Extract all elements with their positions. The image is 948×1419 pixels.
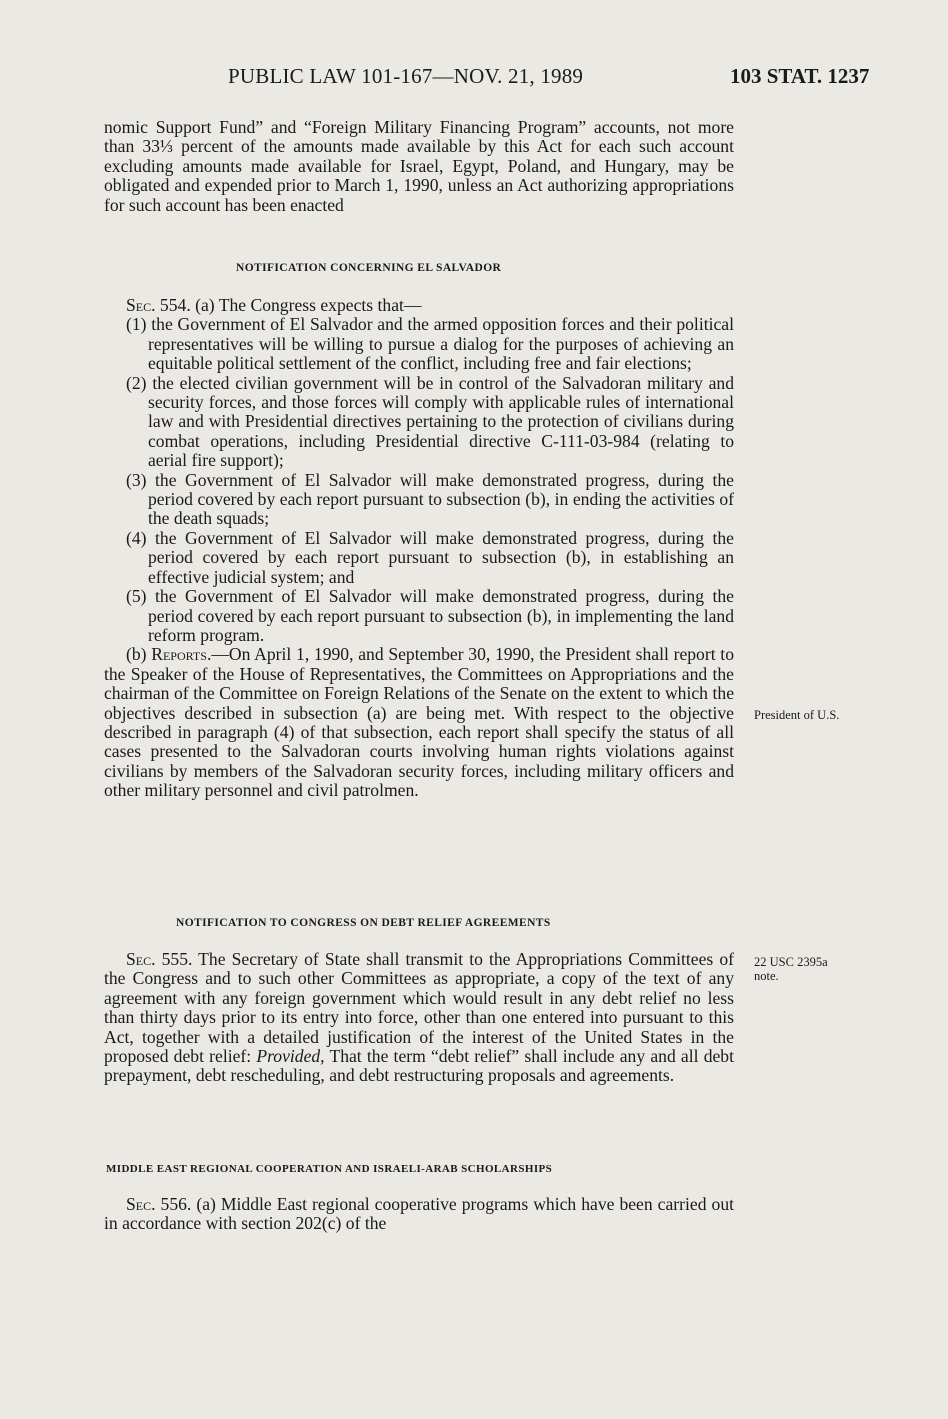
section-556-block [104,1195,734,1234]
sidenote-president: President of U.S. [754,708,840,722]
section-555-text-before: 555. The Secretary of State shall transmit to the Appropriations Committees of the Congress and to such other Committees as appropriate, a copy of the text of any agreement with any foreign government which would result in any debt relief no less than thirty days prior to its entry into force, other than one entered into pursuant to this Act, together with a detailed justification of the interest of the United States in the proposed debt relief: [104,949,734,1067]
sec-label: Sec. [126,295,156,315]
sec-label: Sec. [126,1194,156,1214]
section-555-block [104,950,734,1086]
section-554-item-4: (4) the Government of El Salvador will make demonstrated progress, during the period covered by each report pursuant to subsection (b), in establishing an effective judicial system; and [126,527,734,587]
section-555-text-after: That the term “debt relief” shall include any and all debt prepayment, debt rescheduling, and debt restructuring proposals and agreements. [104,1046,734,1086]
section-555-paragraph [104,950,734,1086]
section-554-item-5: (5) the Government of El Salvador will make demonstrated progress, during the period covered by each report pursuant to subsection (b), in implementing the land reform program. [126,586,734,645]
provided-italic: Provided, [256,1046,325,1067]
running-header-stat-page: 103 STAT. 1237 [730,64,870,88]
section-556-text: 556. (a) Middle East regional cooperative programs which have been carried out in accordance with section 202(c) of the [104,1194,734,1234]
section-554-lead-text: 554. (a) The Congress expects that— [155,295,422,315]
intro-block [104,118,734,215]
section-554-heading: NOTIFICATION CONCERNING EL SALVADOR [236,262,502,274]
section-554-reports [104,645,734,800]
sidenote-usc-line1: 22 USC 2395a [754,955,828,969]
sidenote-usc-line2: note. [754,969,779,983]
running-header-title: PUBLIC LAW 101-167—NOV. 21, 1989 [228,64,584,88]
section-554-item-2: (2) the elected civilian government will be in control of the Salvadoran military and security forces, and those forces will comply with applicable rules of international law and with Presidential directives pertaining to the protection of civilians during combat operations, including Presidential directive C-111-03-984 (relating to aerial fire support); [126,372,734,471]
sec-label: Sec. [126,949,156,969]
reports-label: Reports [151,644,207,665]
reports-prefix: (b) [126,644,152,665]
section-554-item-3: (3) the Government of El Salvador will make demonstrated progress, during the period covered by each report pursuant to subsection (b), in ending the activities of the death squads; [126,469,734,529]
section-554-block [104,296,734,801]
intro-paragraph: nomic Support Fund” and “Foreign Military Financing Program” accounts, not more than 33⅓ percent of the amounts made available by this Act for each such account excluding amounts made available for Israel, Egypt, Poland, and Hungary, may be obligated and expended prior to March 1, 1990, unless an Act authorizing appropriations for such account has been enacted [104,117,734,215]
sidenote-usc [754,955,894,983]
section-554-item-1: (1) the Government of El Salvador and the armed opposition forces and their political representatives will be willing to pursue a dialog for the purposes of achieving an equitable political settlement of the conflict, including free and fair elections; [126,314,734,374]
section-556-heading: MIDDLE EAST REGIONAL COOPERATION AND ISRAELI-ARAB SCHOLARSHIPS [106,1163,553,1175]
section-554-lead [104,296,734,315]
section-556-paragraph [104,1195,734,1234]
section-555-heading: NOTIFICATION TO CONGRESS ON DEBT RELIEF AGREEMENTS [176,917,551,929]
reports-text: .—On April 1, 1990, and September 30, 1990, the President shall report to the Speaker of the House of Representatives, the Committees on Appropriations and the chairman of the Committee on Foreign Relations of the Senate on the extent to which the objectives described in subsection (a) are being met. With respect to the objective described in paragraph (4) of that subsection, each report shall specify the status of all cases presented to the Salvadoran courts involving human rights violations against civilians by members of the Salvadoran security forces, including military officers and other military personnel and civil patrolmen. [104,644,734,801]
